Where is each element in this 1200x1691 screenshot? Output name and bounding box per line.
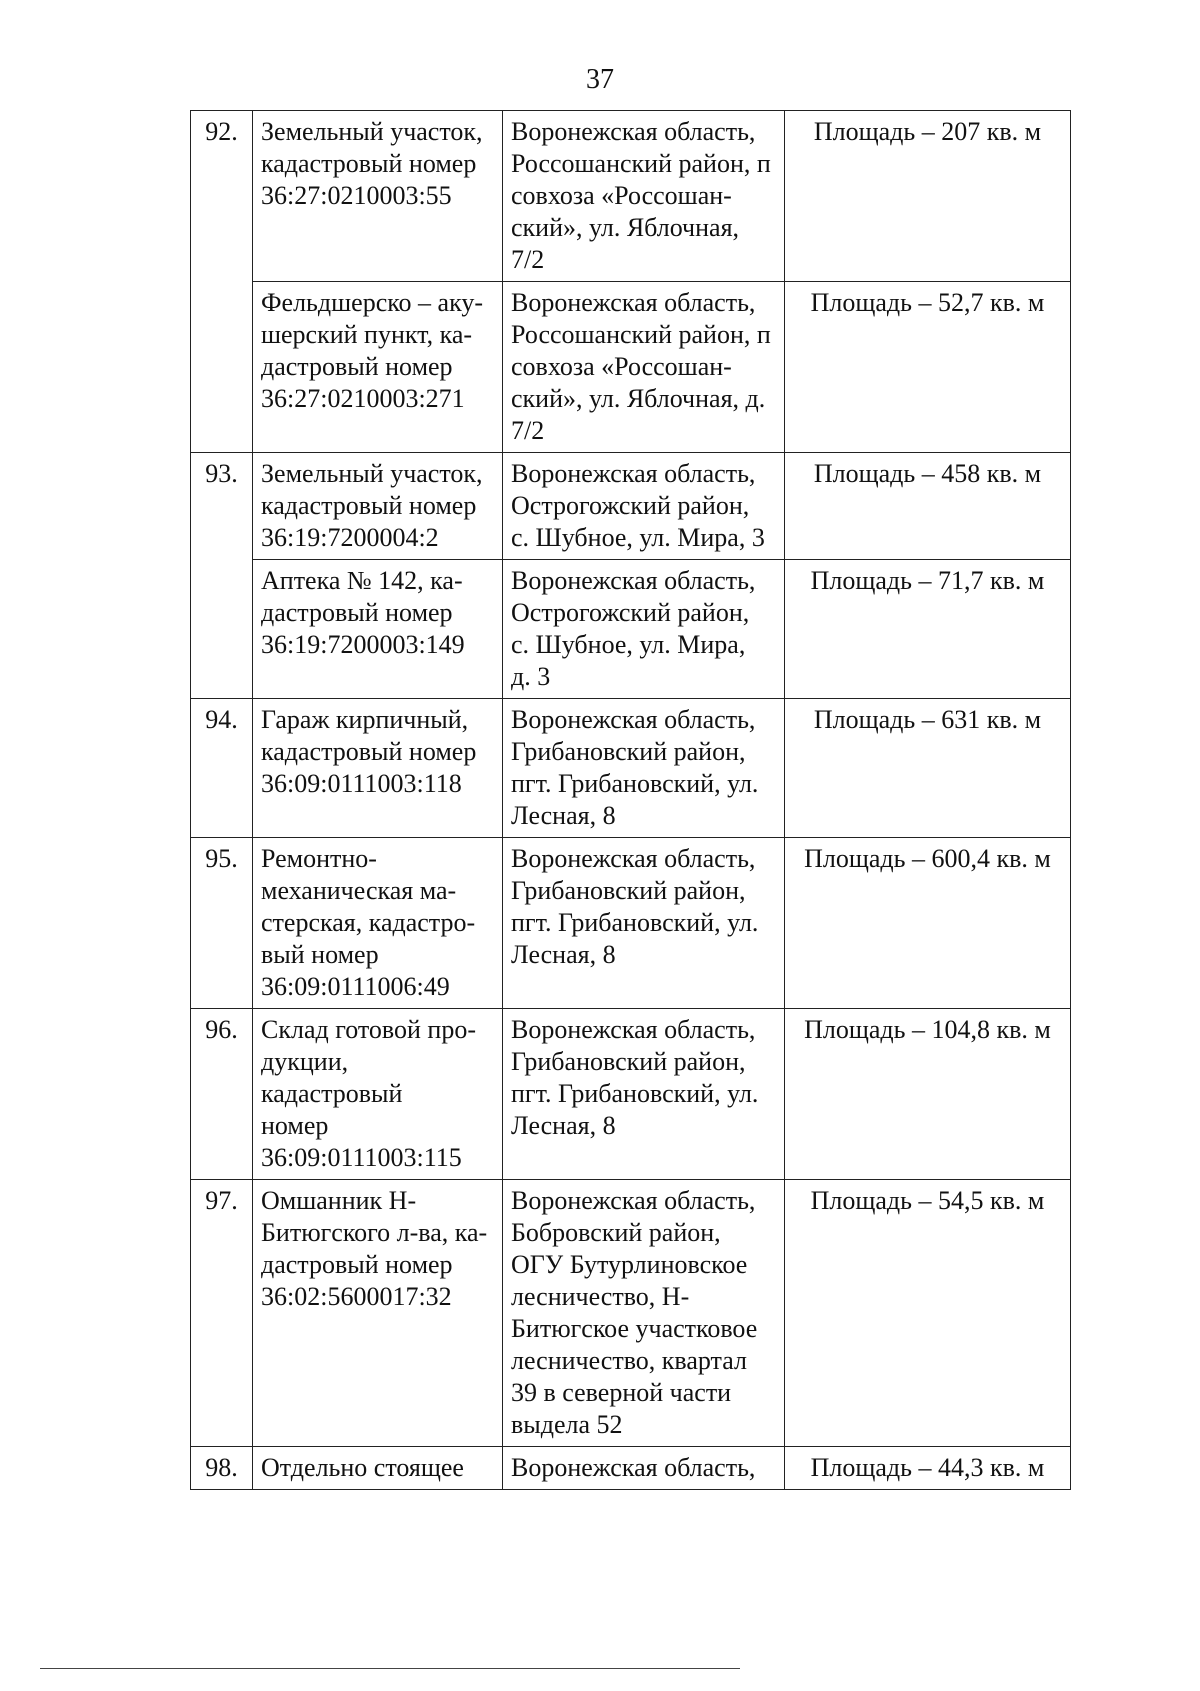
object-cell bbox=[253, 1447, 503, 1490]
object-cell bbox=[253, 1009, 503, 1180]
object-area: Площадь – 600,4 кв. м bbox=[804, 844, 1051, 873]
object-address: Воронежская область, Россошанский район, п совхоза «Россошан- ский», ул. Яблочная, 7/2 bbox=[511, 117, 771, 274]
address-cell bbox=[503, 699, 785, 838]
object-name: Склад готовой про- дукции, кадастровый номер 36:09:0111003:115 bbox=[261, 1015, 476, 1172]
row-number: 97. bbox=[205, 1186, 238, 1215]
object-name: Земельный участок, кадастровый номер 36:27:0210003:55 bbox=[261, 117, 483, 210]
address-cell bbox=[503, 111, 785, 282]
area-cell bbox=[785, 1009, 1071, 1180]
object-area: Площадь – 44,3 кв. м bbox=[810, 1453, 1045, 1482]
object-address: Воронежская область, Острогожский район, с. Шубное, ул. Мира, 3 bbox=[511, 459, 765, 552]
object-name: Ремонтно- механическая ма- стерская, кадастро- вый номер 36:09:0111006:49 bbox=[261, 844, 476, 1001]
address-cell bbox=[503, 1009, 785, 1180]
row-number-cell bbox=[191, 1009, 253, 1180]
object-name: Фельдшерско – аку- шерский пункт, ка- дастровый номер 36:27:0210003:271 bbox=[261, 288, 484, 413]
object-name: Земельный участок, кадастровый номер 36:19:7200004:2 bbox=[261, 459, 483, 552]
row-number: 98. bbox=[205, 1453, 238, 1482]
object-area: Площадь – 52,7 кв. м bbox=[810, 288, 1045, 317]
area-cell bbox=[785, 1180, 1071, 1447]
table-row bbox=[191, 699, 1071, 838]
object-cell bbox=[253, 699, 503, 838]
row-number-cell bbox=[191, 838, 253, 1009]
footer-divider bbox=[40, 1668, 740, 1669]
table-row bbox=[191, 838, 1071, 1009]
object-area: Площадь – 104,8 кв. м bbox=[804, 1015, 1051, 1044]
area-cell bbox=[785, 560, 1071, 699]
row-number-cell bbox=[191, 699, 253, 838]
address-cell bbox=[503, 282, 785, 453]
area-cell bbox=[785, 111, 1071, 282]
table-row bbox=[191, 111, 1071, 282]
table-row bbox=[191, 282, 1071, 453]
area-cell bbox=[785, 699, 1071, 838]
address-cell bbox=[503, 838, 785, 1009]
row-number-cell bbox=[191, 1447, 253, 1490]
row-number: 92. bbox=[205, 117, 238, 146]
object-area: Площадь – 71,7 кв. м bbox=[810, 566, 1045, 595]
area-cell bbox=[785, 453, 1071, 560]
row-number-cell bbox=[191, 453, 253, 699]
table-row bbox=[191, 1447, 1071, 1490]
object-address: Воронежская область, Грибановский район, пгт. Грибановский, ул. Лесная, 8 bbox=[511, 844, 759, 969]
object-cell bbox=[253, 453, 503, 560]
table-row bbox=[191, 1009, 1071, 1180]
object-area: Площадь – 54,5 кв. м bbox=[810, 1186, 1045, 1215]
object-address: Воронежская область, Острогожский район, с. Шубное, ул. Мира, д. 3 bbox=[511, 566, 756, 691]
object-cell bbox=[253, 282, 503, 453]
area-cell bbox=[785, 1447, 1071, 1490]
object-address: Воронежская область, Грибановский район, пгт. Грибановский, ул. Лесная, 8 bbox=[511, 1015, 759, 1140]
object-address: Воронежская область, Бобровский район, ОГУ Бутурлиновское лесничество, Н- Битюгское участковое лесничество, квартал 39 в северной части выдела 52 bbox=[511, 1186, 758, 1439]
object-cell bbox=[253, 838, 503, 1009]
object-area: Площадь – 207 кв. м bbox=[813, 117, 1042, 146]
object-area: Площадь – 458 кв. м bbox=[813, 459, 1042, 488]
object-cell bbox=[253, 560, 503, 699]
page-number: 37 bbox=[586, 64, 614, 95]
row-number-cell bbox=[191, 1180, 253, 1447]
object-address: Воронежская область, Россошанский район, п совхоза «Россошан- ский», ул. Яблочная, д. 7/2 bbox=[511, 288, 771, 445]
object-name: Аптека № 142, ка- дастровый номер 36:19:7200003:149 bbox=[261, 566, 465, 659]
area-cell bbox=[785, 838, 1071, 1009]
object-address: Воронежская область, Грибановский район, пгт. Грибановский, ул. Лесная, 8 bbox=[511, 705, 759, 830]
object-name: Отдельно стоящее bbox=[261, 1453, 464, 1482]
object-cell bbox=[253, 111, 503, 282]
object-address: Воронежская область, bbox=[511, 1453, 756, 1482]
table-row bbox=[191, 1180, 1071, 1447]
address-cell bbox=[503, 453, 785, 560]
table-row bbox=[191, 453, 1071, 560]
address-cell bbox=[503, 1180, 785, 1447]
object-name: Омшанник Н- Битюгского л-ва, ка- дастровый номер 36:02:5600017:32 bbox=[261, 1186, 488, 1311]
registry-table-body bbox=[191, 111, 1071, 1490]
row-number: 96. bbox=[205, 1015, 238, 1044]
row-number: 93. bbox=[205, 459, 238, 488]
address-cell bbox=[503, 560, 785, 699]
object-area: Площадь – 631 кв. м bbox=[813, 705, 1042, 734]
row-number: 95. bbox=[205, 844, 238, 873]
object-cell bbox=[253, 1180, 503, 1447]
table-row bbox=[191, 560, 1071, 699]
area-cell bbox=[785, 282, 1071, 453]
row-number-cell bbox=[191, 111, 253, 453]
object-name: Гараж кирпичный, кадастровый номер 36:09:0111003:118 bbox=[261, 705, 477, 798]
address-cell bbox=[503, 1447, 785, 1490]
property-registry-table bbox=[190, 110, 1071, 1490]
row-number: 94. bbox=[205, 705, 238, 734]
